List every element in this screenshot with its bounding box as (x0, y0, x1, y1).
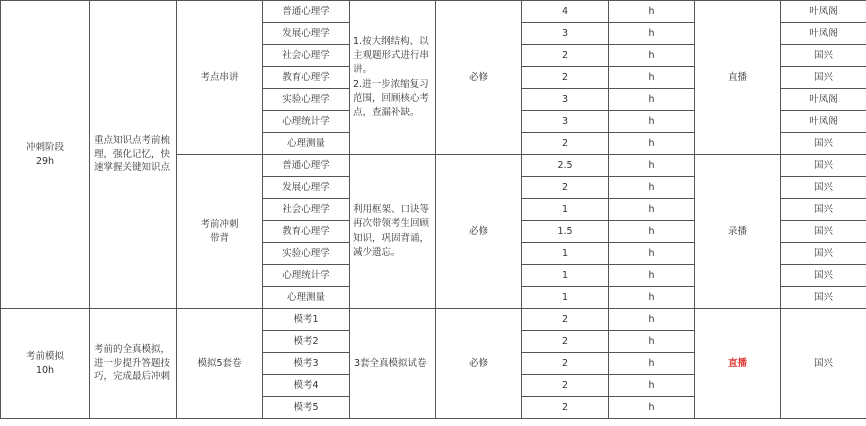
subject-name: 实验心理学 (263, 243, 350, 265)
table-row (1, 309, 866, 331)
subject-name: 心理统计学 (263, 265, 350, 287)
module-name: 考点串讲 (177, 1, 263, 155)
subject-name: 心理测量 (263, 287, 350, 309)
hours-unit: h (609, 45, 695, 67)
hours-unit: h (609, 375, 695, 397)
hours-value: 3 (522, 89, 609, 111)
hours-unit: h (609, 133, 695, 155)
stage-cell (1, 1, 90, 309)
hours-value: 2 (522, 375, 609, 397)
teacher-name: 叶凤阁 (781, 89, 866, 111)
hours-unit: h (609, 155, 695, 177)
subject-name: 社会心理学 (263, 45, 350, 67)
hours-value: 2 (522, 397, 609, 419)
module-name: 模拟5套卷 (177, 309, 263, 419)
hours-unit: h (609, 265, 695, 287)
stage-goal: 考前的全真模拟，进一步提升答题技巧，完成最后冲刺 (90, 309, 177, 419)
stage-hours: 29h (35, 155, 55, 167)
hours-value: 1 (522, 243, 609, 265)
subject-name: 模考1 (263, 309, 350, 331)
hours-value: 2.5 (522, 155, 609, 177)
hours-value: 2 (522, 331, 609, 353)
teacher-name: 国兴 (781, 287, 866, 309)
teacher-name: 国兴 (781, 67, 866, 89)
teacher-name: 国兴 (781, 45, 866, 67)
hours-unit: h (609, 353, 695, 375)
hours-value: 1.5 (522, 221, 609, 243)
hours-value: 3 (522, 23, 609, 45)
stage-hours: 10h (35, 364, 55, 376)
hours-value: 2 (522, 67, 609, 89)
teacher-name: 国兴 (781, 221, 866, 243)
hours-unit: h (609, 309, 695, 331)
method-description: 1.按大纲结构、以主观题形式进行串讲。 2.进一步浓缩复习范围，回顾核心考点，查漏补缺。 (350, 1, 436, 155)
stage-name: 考前模拟 (25, 350, 64, 362)
hours-unit: h (609, 331, 695, 353)
subject-name: 心理测量 (263, 133, 350, 155)
hours-unit: h (609, 243, 695, 265)
hours-unit: h (609, 287, 695, 309)
stage-name: 冲刺阶段 (25, 141, 64, 153)
teacher-name: 国兴 (781, 133, 866, 155)
stage-cell (1, 309, 90, 419)
hours-value: 3 (522, 111, 609, 133)
hours-value: 2 (522, 309, 609, 331)
module-name: 考前冲刺 带背 (177, 155, 263, 309)
subject-name: 教育心理学 (263, 221, 350, 243)
course-type: 必修 (436, 1, 522, 155)
subject-name: 普通心理学 (263, 1, 350, 23)
hours-value: 2 (522, 177, 609, 199)
method-description: 3套全真模拟试卷 (350, 309, 436, 419)
hours-unit: h (609, 1, 695, 23)
delivery-mode: 直播 (695, 309, 781, 419)
subject-name: 模考3 (263, 353, 350, 375)
table-row (1, 1, 866, 23)
hours-value: 2 (522, 45, 609, 67)
hours-unit: h (609, 221, 695, 243)
subject-name: 发展心理学 (263, 23, 350, 45)
hours-value: 4 (522, 1, 609, 23)
hours-value: 1 (522, 199, 609, 221)
teacher-name: 叶凤阁 (781, 23, 866, 45)
teacher-name: 国兴 (781, 199, 866, 221)
teacher-name: 国兴 (781, 265, 866, 287)
subject-name: 教育心理学 (263, 67, 350, 89)
subject-name: 模考2 (263, 331, 350, 353)
schedule-body (1, 1, 866, 419)
course-type: 必修 (436, 309, 522, 419)
hours-unit: h (609, 177, 695, 199)
hours-unit: h (609, 89, 695, 111)
delivery-mode: 直播 (695, 1, 781, 155)
subject-name: 模考5 (263, 397, 350, 419)
subject-name: 社会心理学 (263, 199, 350, 221)
subject-name: 实验心理学 (263, 89, 350, 111)
hours-unit: h (609, 199, 695, 221)
hours-unit: h (609, 397, 695, 419)
teacher-name: 叶凤阁 (781, 1, 866, 23)
hours-unit: h (609, 67, 695, 89)
subject-name: 普通心理学 (263, 155, 350, 177)
subject-name: 心理统计学 (263, 111, 350, 133)
stage-goal: 重点知识点考前梳理，强化记忆，快速掌握关键知识点 (90, 1, 177, 309)
teacher-name: 国兴 (781, 243, 866, 265)
teacher-name: 国兴 (781, 155, 866, 177)
hours-unit: h (609, 23, 695, 45)
subject-name: 模考4 (263, 375, 350, 397)
teacher-name: 国兴 (781, 309, 866, 419)
hours-value: 1 (522, 287, 609, 309)
hours-value: 2 (522, 133, 609, 155)
subject-name: 发展心理学 (263, 177, 350, 199)
hours-value: 2 (522, 353, 609, 375)
teacher-name: 叶凤阁 (781, 111, 866, 133)
delivery-mode: 录播 (695, 155, 781, 309)
course-type: 必修 (436, 155, 522, 309)
hours-unit: h (609, 111, 695, 133)
hours-value: 1 (522, 265, 609, 287)
teacher-name: 国兴 (781, 177, 866, 199)
method-description: 利用框架、口诀等再次带领考生回顾知识，巩固背诵，减少遗忘。 (350, 155, 436, 309)
